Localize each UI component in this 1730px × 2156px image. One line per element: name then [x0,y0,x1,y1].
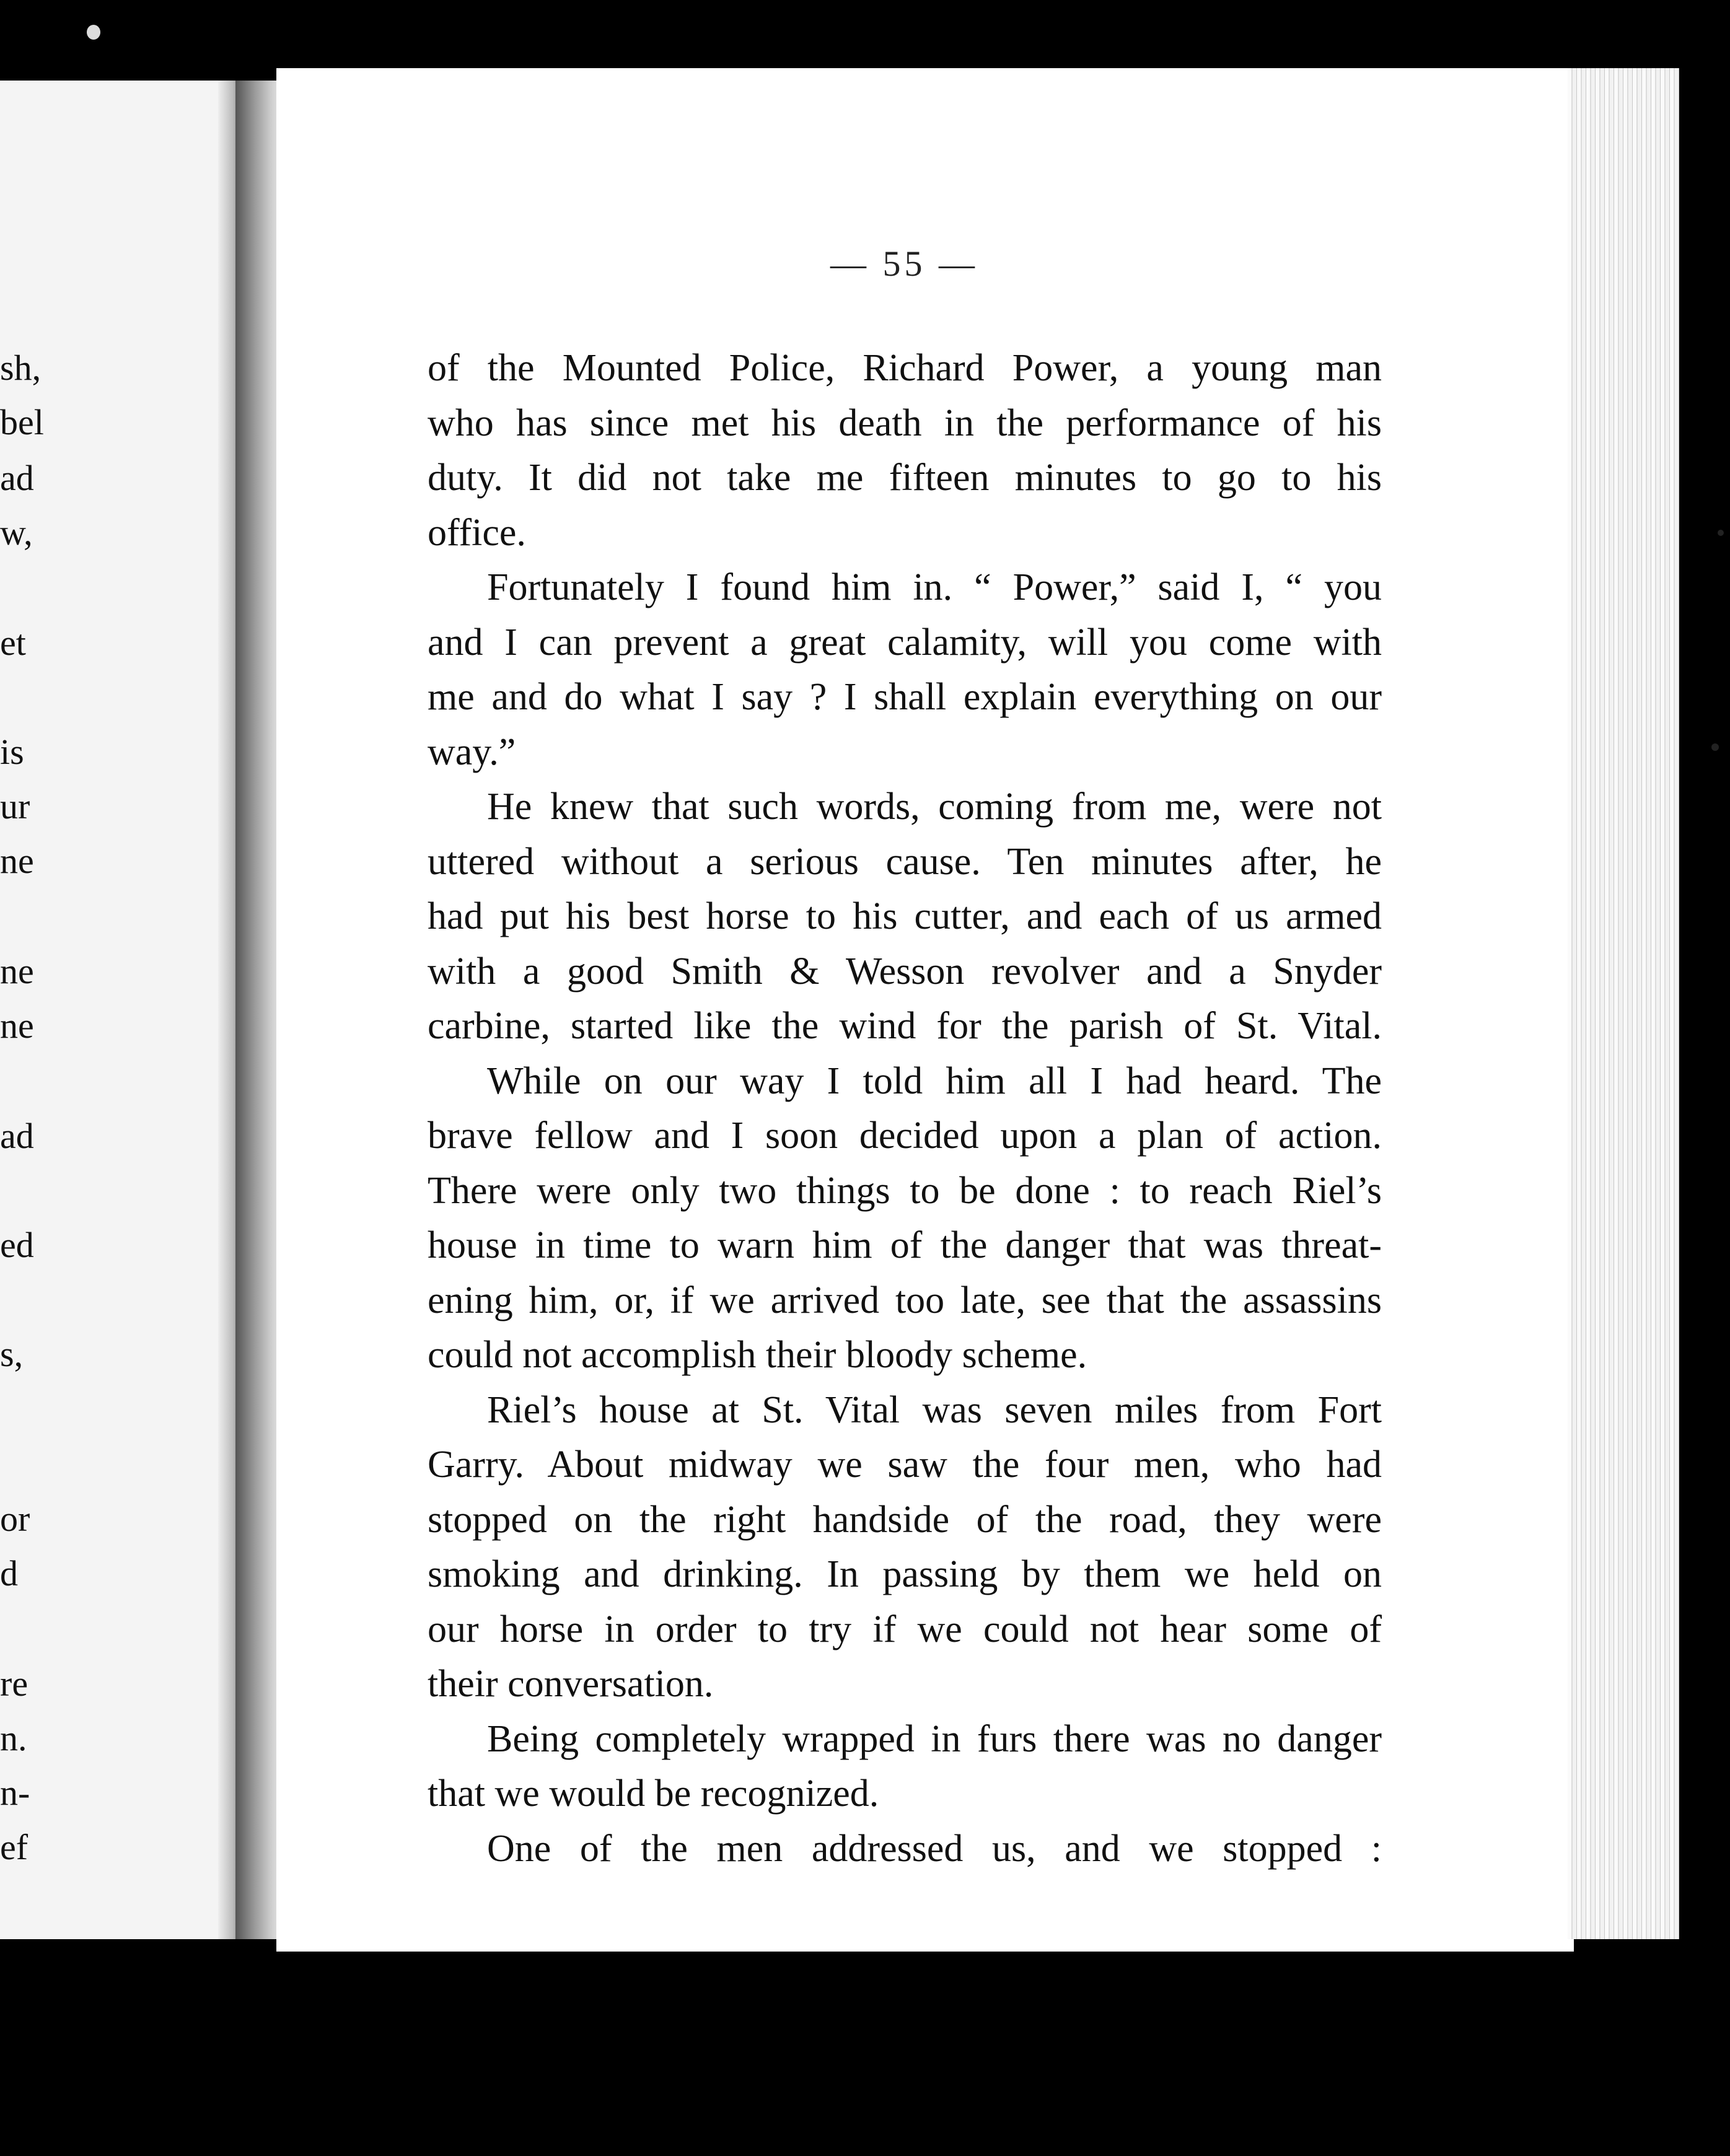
left-page-fragment: bel [0,402,44,442]
left-page-fragment: sh, [0,348,42,388]
page-number: — 55 — [830,243,978,284]
text-line: who has since met his death in the performance of his [428,401,1382,444]
text-line: me and do what I say ? I shall explain everything on our [428,676,1382,718]
text-line: There were only two things to be done : to reach Riel’s [428,1169,1382,1212]
left-page-fragment: ne [0,1006,34,1046]
left-page-fragment: n. [0,1718,27,1758]
text-line: could not accomplish their bloody scheme. [428,1334,1087,1376]
text-line: way.” [428,730,516,773]
text-line: brave fellow and I soon decided upon a plan of action. [428,1115,1382,1157]
text-line: of the Mounted Police, Richard Power, a young man [428,347,1382,389]
text-line: house in time to warn him of the danger that was threat- [428,1224,1382,1266]
left-page-fragment: is [0,732,24,772]
left-page-fragment: ne [0,951,34,991]
text-line: Being completely wrapped in furs there was no danger [487,1717,1382,1760]
text-line: Riel’s house at St. Vital was seven miles from Fort [487,1388,1382,1431]
left-page-fragment: or [0,1499,30,1539]
text-line: stopped on the right handside of the road, they were [428,1498,1382,1541]
text-line: that we would be recognized. [428,1773,879,1815]
text-line: with a good Smith & Wesson revolver and a Snyder [428,950,1382,993]
text-line: Fortunately I found him in. “ Power,” said I, “ you [487,566,1382,608]
left-page-fragment: n- [0,1773,30,1813]
scan-speck [1711,743,1719,751]
text-line: One of the men addressed us, and we stopped : [487,1827,1382,1870]
scan-speck [87,25,100,40]
book-spine-shadow [235,81,278,1939]
text-line: While on our way I told him all I had heard. The [487,1059,1382,1102]
scan-speck [1718,530,1724,536]
left-page-fragment: re [0,1663,29,1704]
left-page-fragment: ur [0,786,30,826]
body-text [428,341,1382,1876]
text-line: their conversation. [428,1663,714,1705]
text-line: had put his best horse to his cutter, and each of us armed [428,895,1382,937]
left-page-fragment: ad [0,1116,34,1156]
text-line: our horse in order to try if we could not hear some of [428,1608,1382,1650]
text-line: He knew that such words, coming from me, were not [487,786,1382,828]
left-page-fragment: w, [0,512,33,553]
left-page-fragment: et [0,623,26,663]
text-line: uttered without a serious cause. Ten minutes after, he [428,840,1382,883]
left-page [0,81,243,1939]
text-line: and I can prevent a great calamity, will you come with [428,621,1382,664]
text-line: ening him, or, if we arrived too late, see that the assassins [428,1279,1382,1321]
text-line: duty. It did not take me fifteen minutes to go to his [428,457,1382,499]
text-line: Garry. About midway we saw the four men, who had [428,1444,1382,1486]
text-line: carbine, started like the wind for the parish of St. Vital. [428,1005,1382,1047]
left-page-fragment: ne [0,841,34,881]
left-page-fragment: ef [0,1827,29,1867]
left-page-fragment: ed [0,1225,34,1265]
left-page-fragment: d [0,1553,18,1593]
text-line: smoking and drinking. In passing by them we held on [428,1553,1382,1595]
left-page-fragment: s, [0,1334,24,1374]
left-page-fragment: ad [0,458,34,498]
page-edges [1568,68,1679,1939]
text-line: office. [428,511,526,554]
